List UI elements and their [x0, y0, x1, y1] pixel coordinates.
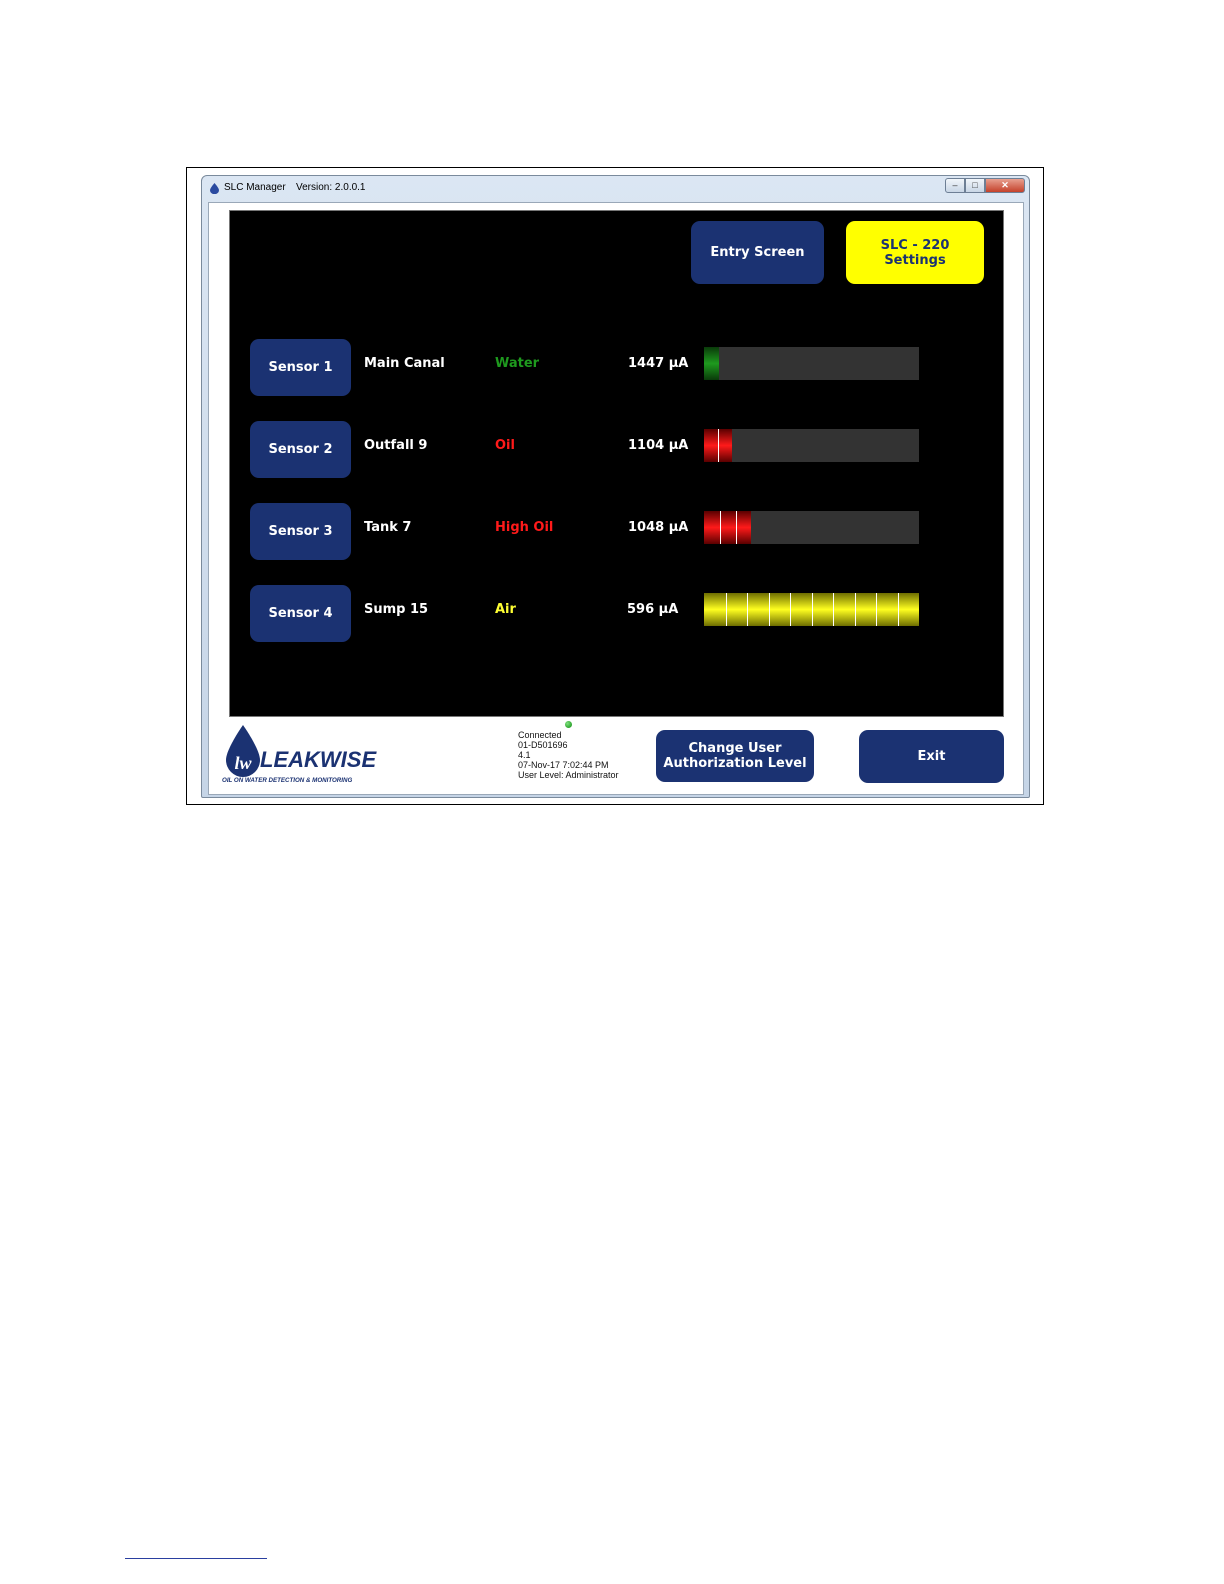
status-firmware: 4.1: [518, 750, 531, 760]
level-segment-divider: [812, 593, 813, 626]
sensor-1-state: Water: [495, 356, 540, 371]
level-segment-divider: [720, 511, 721, 544]
level-segment-divider: [833, 593, 834, 626]
sensor-3-state: High Oil: [495, 520, 554, 535]
sensor-3-level-bar: [704, 511, 919, 544]
close-icon[interactable]: ✕: [985, 178, 1025, 193]
sensor-3-location: Tank 7: [364, 520, 412, 535]
sensor-2-location: Outfall 9: [364, 438, 428, 453]
level-segment-divider: [718, 429, 719, 462]
status-user-level: User Level: Administrator: [518, 770, 619, 780]
slc-settings-button[interactable]: [846, 221, 984, 284]
connection-status: [518, 730, 619, 780]
sensor-3-button-label: Sensor 3: [268, 524, 333, 539]
level-segment-divider: [736, 511, 737, 544]
level-segment-divider: [726, 593, 727, 626]
sensor-4-location: Sump 15: [364, 602, 429, 617]
sensor-2-button[interactable]: [250, 421, 351, 478]
exit-button[interactable]: [859, 730, 1004, 783]
leakwise-logo: [222, 725, 382, 787]
level-segment-divider: [855, 593, 856, 626]
window-version: Version: 2.0.0.1: [296, 182, 366, 193]
level-segment-divider: [747, 593, 748, 626]
settings-label-line1: SLC - 220: [880, 237, 950, 253]
footnote-rule: [125, 1558, 267, 1559]
status-device-id: 01-D501696: [518, 740, 568, 750]
sensor-2-state: Oil: [495, 438, 515, 453]
logo-wordmark: LEAKWISE: [260, 747, 377, 772]
sensor-4-button[interactable]: [250, 585, 351, 642]
sensor-2-level-bar: [704, 429, 919, 462]
sensor-1-button[interactable]: [250, 339, 351, 396]
change-user-line2: Authorization Level: [663, 756, 807, 771]
svg-text:lw: lw: [234, 753, 252, 773]
status-timestamp: 07-Nov-17 7:02:44 PM: [518, 760, 609, 770]
level-segment-divider: [876, 593, 877, 626]
sensor-1-button-label: Sensor 1: [268, 360, 333, 375]
level-segment-divider: [898, 593, 899, 626]
sensor-1-level-bar: [704, 347, 919, 380]
settings-label-line2: Settings: [884, 252, 946, 268]
connection-indicator-icon: [565, 721, 572, 728]
logo-tagline: OIL ON WATER DETECTION & MONITORING: [222, 777, 353, 784]
sensor-3-button[interactable]: [250, 503, 351, 560]
entry-screen-button[interactable]: [691, 221, 824, 284]
sensor-1-location: Main Canal: [364, 356, 445, 371]
title-bar[interactable]: [202, 176, 1029, 201]
entry-screen-label: Entry Screen: [710, 245, 805, 260]
change-user-level-button[interactable]: [656, 730, 814, 782]
sensor-4-state: Air: [495, 602, 516, 617]
change-user-line1: Change User: [688, 741, 782, 756]
window-controls: [945, 178, 1025, 193]
sensor-2-current: 1104 µA: [628, 438, 689, 453]
sensor-1-current: 1447 µA: [628, 356, 689, 371]
sensor-2-button-label: Sensor 2: [268, 442, 333, 457]
sensor-4-button-label: Sensor 4: [268, 606, 333, 621]
level-segment-divider: [790, 593, 791, 626]
change-user-label: [663, 741, 806, 771]
status-connected: Connected: [518, 730, 562, 740]
sensor-4-level-bar: [704, 593, 919, 626]
sensor-3-current: 1048 µA: [628, 520, 689, 535]
level-fill: [704, 511, 751, 544]
sensor-4-current: 596 µA: [627, 602, 679, 617]
window-title: SLC Manager: [224, 182, 286, 193]
level-fill: [704, 347, 719, 380]
exit-label: Exit: [917, 749, 946, 764]
droplet-icon: [210, 183, 219, 194]
minimize-icon[interactable]: –: [945, 178, 965, 193]
level-segment-divider: [769, 593, 770, 626]
maximize-icon[interactable]: □: [965, 178, 985, 193]
slc-settings-label: [881, 238, 950, 268]
